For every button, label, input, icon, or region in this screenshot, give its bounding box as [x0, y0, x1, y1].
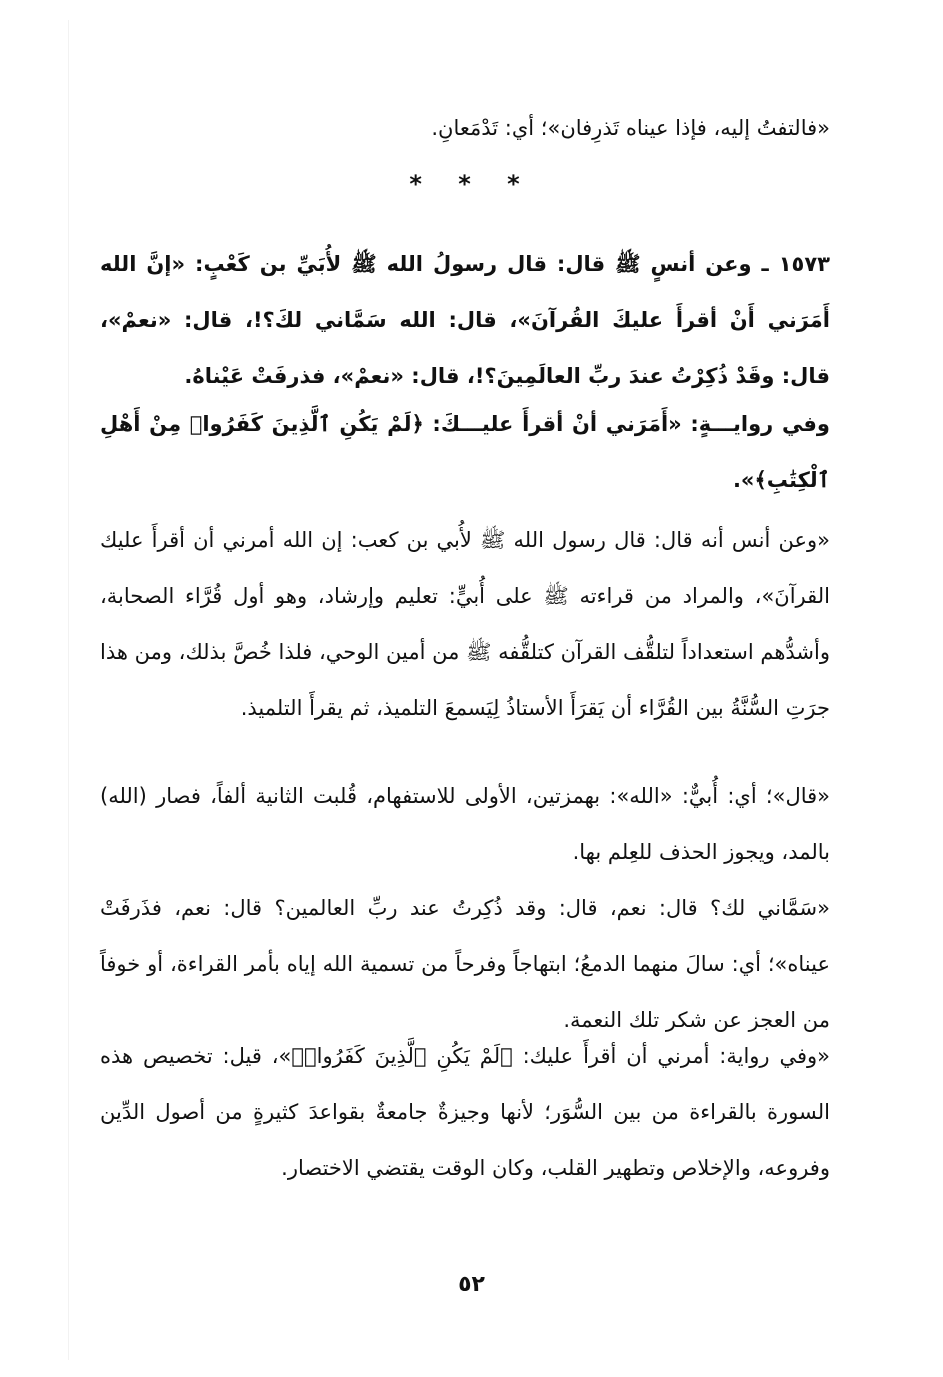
- section-separator: * * *: [409, 170, 534, 198]
- previous-commentary-line: «فالتفتُ إليه، فإذا عيناه تَذرِفان»؛ أي: تَدْمَعانِ.: [431, 116, 830, 140]
- commentary-paragraph-4: «وفي رواية: أمرني أن أقرأَ عليك: ﴿لَمْ يَكُنِ ٱلَّذِينَ كَفَرُوا۟﴾»، قيل: تخصيص هذه السورة بالقراءة من بين السُّوَر؛ لأنها وجيزةٌ جامعةٌ بقواعدَ كثيرةٍ من أصول الدِّين وفروعه، والإخلاص وتطهير القلب، وكان الوقت يقتضي الاختصار.: [100, 1044, 830, 1180]
- hadith-1573-text: ١٥٧٣ ـ وعن أنسٍ ﷺ قال: قال رسولُ الله ﷺ لأُبَيِّ بن كَعْبٍ: «إنَّ الله أَمَرَني أَنْ أقرأَ عليكَ القُرآنَ»، قال: الله سَمَّاني لكَ؟!، قال: «نعمْ»، قال: وقَدْ ذُكِرْتُ عندَ ربِّ العالَمِينَ؟!، قال: «نعمْ»، فذرفَتْ عَيْناهُ.: [100, 252, 830, 388]
- commentary-paragraph-1: «وعن أنس أنه قال: قال رسول الله ﷺ لأُبي بن كعب: إن الله أمرني أن أقرأَ عليك القرآنَ»، والمراد من قراءته ﷺ على أُبيٍّ: تعليم وإرشاد، وهو أول قُرَّاء الصحابة، وأشدُّهم استعداداً لتلقُّف القرآن كتلقُّفه ﷺ من أمين الوحي، فلذا خُصَّ بذلك، ومن هذا جرَتِ السُّنَّةُ بين القُرَّاء أن يَقرَأَ الأستاذُ لِيَسمعَ التلميذ، ثم يقرأَ التلميذ.: [100, 528, 830, 720]
- page-number: ٥٢: [458, 1272, 485, 1297]
- commentary-paragraph-3: «سَمَّاني لك؟ قال: نعم، قال: وقد ذُكِرتُ عند ربِّ العالمين؟ قال: نعم، فذَرفَتْ عيناه»؛ أي: سالَ منهما الدمعُ؛ ابتهاجاً وفرحاً من تسمية الله إياه بأمر القراءة، أو خوفاً من العجز عن شكر تلك النعمة.: [100, 896, 830, 1032]
- page-edge-shadow: [68, 20, 69, 1360]
- commentary-paragraph-2: «قال»؛ أي: أُبيٌّ: «الله»: بهمزتين، الأولى للاستفهام، قُلبت الثانية ألفاً، فصار (الله) بالمد، ويجوز الحذف للعِلم بها.: [100, 784, 830, 864]
- hadith-alternate-narration: وفي روايـــةٍ: «أَمَرَني أنْ أقرأَ عليـــكَ: ﴿لَمْ يَكُنِ ٱلَّذِينَ كَفَرُوا۟ مِنْ أَهْلِ ٱلْكِتَٰبِ﴾».: [100, 412, 830, 492]
